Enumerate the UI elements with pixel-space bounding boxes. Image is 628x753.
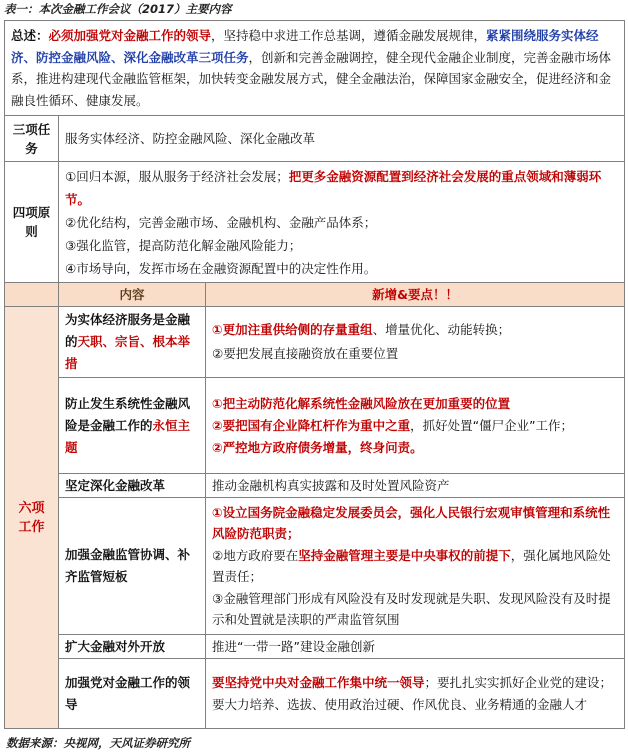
- work-2-point-2-red: ②要把国有企业降杠杆作为重中之重: [212, 417, 411, 433]
- work-1-point-1-red: ①更加注重供给侧的存量重组: [212, 322, 373, 337]
- work-6-red: 要坚持党中央对金融工作集中统一领导: [212, 674, 425, 690]
- work-1-point-2: ②要把发展直接融资放在重要位置: [212, 346, 399, 361]
- three-tasks-content: 服务实体经济、防控金融风险、深化金融改革: [59, 116, 625, 162]
- header-blank: [5, 283, 59, 307]
- work-2-cat-text: 防止发生系统性金融风险是金融工作的: [65, 395, 191, 433]
- work-6-category: 加强党对金融工作的领导: [59, 659, 206, 729]
- work-2-point-2: [212, 415, 618, 437]
- work-2-point-2-text: ，抓好处置“僵尸企业”工作；: [410, 417, 574, 433]
- work-6-content: [206, 659, 625, 729]
- summary-label: 总述：: [11, 28, 49, 43]
- principle-4: ④市场导向，发挥市场在金融资源配置中的决定性作用。: [65, 260, 377, 276]
- work-5-content: 推进“一带一路”建设金融创新: [206, 635, 625, 659]
- principle-1-text: ①回归本源，服从服务于经济社会发展；: [65, 168, 289, 184]
- summary-blue-text: 紧紧围绕服务实体经济、防控金融风险、深化金融改革三项任务: [11, 28, 599, 65]
- work-3-category: 坚定深化金融改革: [59, 474, 206, 498]
- work-4-content: [206, 498, 625, 635]
- six-works-label-text: 六项工作: [18, 500, 45, 535]
- principle-1: [65, 165, 618, 211]
- principle-2: ②优化结构，完善金融市场、金融机构、金融产品体系；: [65, 214, 377, 230]
- work-1-cat-text: 为实体经济服务是金融的: [65, 312, 191, 349]
- work-2-cat-red: 永恒主题: [65, 417, 191, 455]
- four-principles-row: [5, 162, 625, 283]
- work-row-6: [5, 659, 625, 729]
- four-principles-content: [59, 162, 625, 283]
- work-2-point-3: ②严控地方政府债务增量，终身问责。: [212, 439, 423, 455]
- work-2-content: [206, 378, 625, 474]
- work-4-point-3: ③金融管理部门形成有风险没有及时发现就是失职、发现风险没有及时提示和处置就是渎职的严肃监管氛围: [212, 590, 611, 627]
- summary-text-2: ，创新和完善金融调控，健全现代金融企业制度，完善金融市场体系，推进构建现代金融监管框架，加快转变金融发展方式，健全金融法治，保障国家金融安全，促进经济和金融良性循环、健康发展。: [11, 49, 612, 108]
- header-col-content: 内容: [59, 283, 206, 307]
- summary-cell: [5, 21, 625, 116]
- work-4-point-1: ①设立国务院金融稳定发展委员会，强化人民银行宏观审慎管理和系统性风险防范职责；: [212, 504, 611, 541]
- work-row-5: [5, 635, 625, 659]
- data-source: 数据来源：央视网，天风证券研究所: [6, 736, 190, 750]
- work-2-category: [59, 378, 206, 474]
- header-col-points: 新增&要点！！: [206, 283, 625, 307]
- three-tasks-row: [5, 116, 625, 162]
- work-1-content: [206, 307, 625, 378]
- three-tasks-label: 三项任务: [5, 116, 59, 162]
- summary-row: [5, 21, 625, 116]
- work-1-point-1-text: 、增量优化、动能转换；: [372, 322, 511, 337]
- principle-1-red: 把更多金融资源配置到经济社会发展的重点领域和薄弱环节。: [65, 168, 602, 207]
- table-title: 表一：本次金融工作会议（2017）主要内容: [4, 2, 232, 16]
- header-row: [5, 283, 625, 307]
- work-5-category: 扩大金融对外开放: [59, 635, 206, 659]
- work-4-category: 加强金融监管协调、补齐监管短板: [59, 498, 206, 635]
- work-1-cat-red: 天职、宗旨、根本举措: [65, 334, 191, 371]
- work-6-text: ；要扎扎实实抓好企业党的建设；要大力培养、选拔、使用政治过硬、作风优良、业务精通的金融人才: [212, 674, 613, 712]
- work-row-3: [5, 474, 625, 498]
- work-1-category: [59, 307, 206, 378]
- six-works-label: [5, 307, 59, 729]
- work-row-1: [5, 307, 625, 378]
- work-2-point-1: ①把主动防范化解系统性金融风险放在更加重要的位置: [212, 395, 511, 411]
- work-4-point-2-red: 坚持金融管理主要是中央事权的前提下: [298, 547, 511, 563]
- four-principles-label: 四项原则: [5, 162, 59, 283]
- work-4-point-2: [212, 545, 618, 588]
- policy-table: [4, 20, 625, 729]
- work-row-4: [5, 498, 625, 635]
- work-1-point-1: [212, 318, 618, 342]
- summary-red-text: 必须加强党对金融工作的领导: [48, 28, 212, 43]
- work-4-point-2-text-a: ②地方政府要在: [212, 547, 299, 563]
- work-3-content: 推动金融机构真实披露和及时处置风险资产: [206, 474, 625, 498]
- summary-text-1: ，坚持稳中求进工作总基调，遵循金融发展规律，: [211, 28, 487, 43]
- work-row-2: [5, 378, 625, 474]
- principle-3: ③强化监管，提高防范化解金融风险能力；: [65, 237, 302, 253]
- work-4-point-2-text-b: ，强化属地风险处置责任；: [212, 547, 611, 584]
